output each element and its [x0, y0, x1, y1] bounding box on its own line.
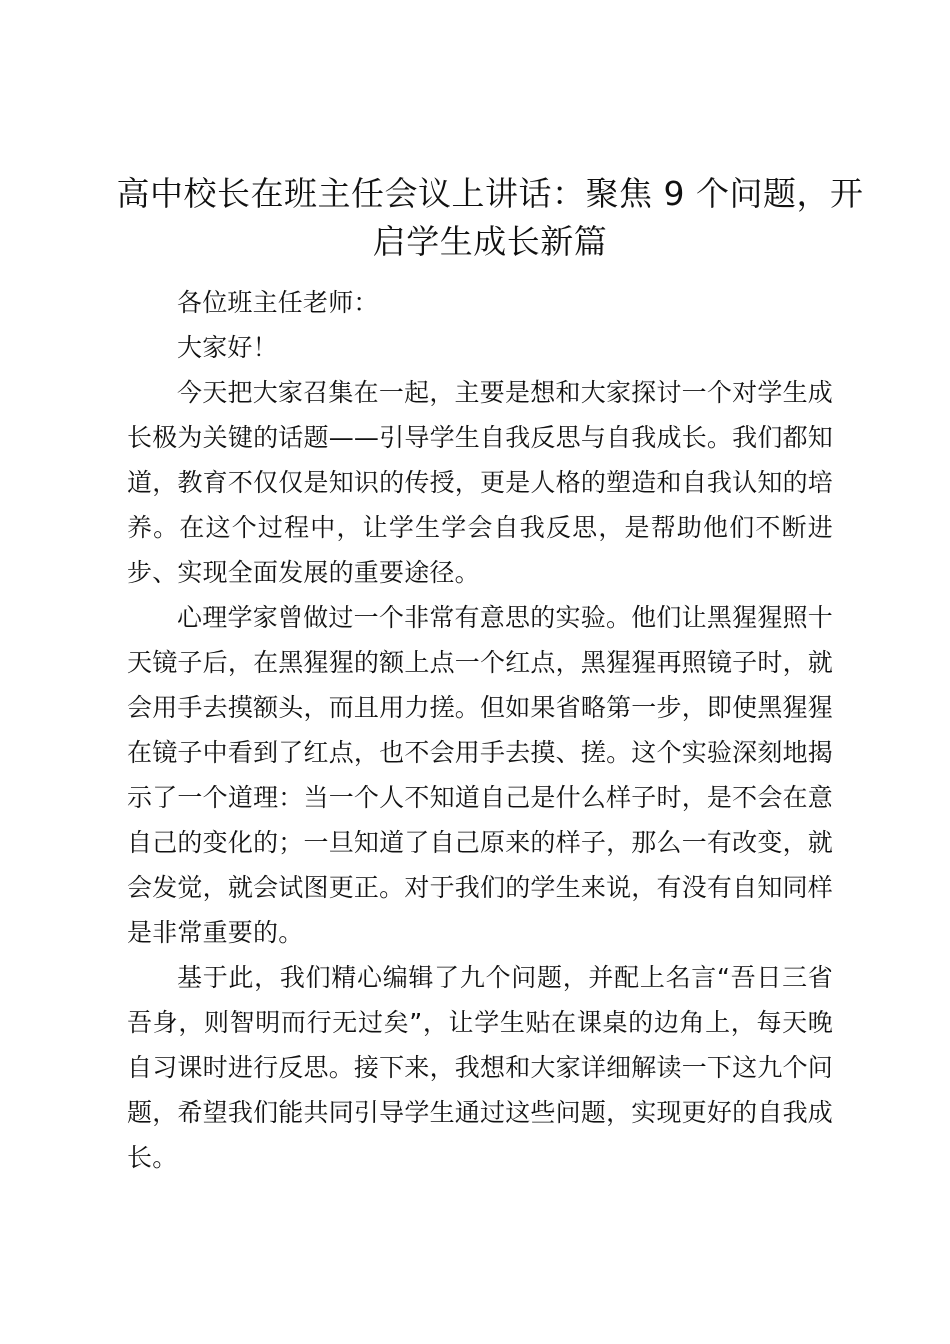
body-paragraph: 心理学家曾做过一个非常有意思的实验。他们让黑猩猩照十天镜子后，在黑猩猩的额上点一个红点，黑猩猩再照镜子时，就会用手去摸额头，而且用力搓。但如果省略第一步，即使黑猩猩在镜子中看到了红点，也不会用手去摸、搓。这个实验深刻地揭示了一个道理：当一个人不知道自己是什么样子时，是不会在意自己的变化的；一旦知道了自己原来的样子，那么一有改变，就会发觉，就会试图更正。对于我们的学生来说，有没有自知同样是非常重要的。 [127, 603, 833, 947]
document-body [127, 280, 833, 1180]
body-paragraph: 基于此，我们精心编辑了九个问题，并配上名言“吾日三省吾身，则智明而行无过矣”，让学生贴在课桌的边角上，每天晚自习课时进行反思。接下来，我想和大家详细解读一下这九个问题，希望我们能共同引导学生通过这些问题，实现更好的自我成长。 [127, 963, 833, 1172]
body-paragraph: 今天把大家召集在一起，主要是想和大家探讨一个对学生成长极为关键的话题——引导学生自我反思与自我成长。我们都知道，教育不仅仅是知识的传授，更是人格的塑造和自我认知的培养。在这个过程中，让学生学会自我反思，是帮助他们不断进步、实现全面发展的重要途径。 [127, 378, 833, 587]
greeting-line: 各位班主任老师： [177, 288, 379, 317]
document-title: 高中校长在班主任会议上讲话：聚焦 9 个问题，开启学生成长新篇 [116, 174, 864, 261]
salutation-line: 大家好！ [177, 333, 278, 362]
